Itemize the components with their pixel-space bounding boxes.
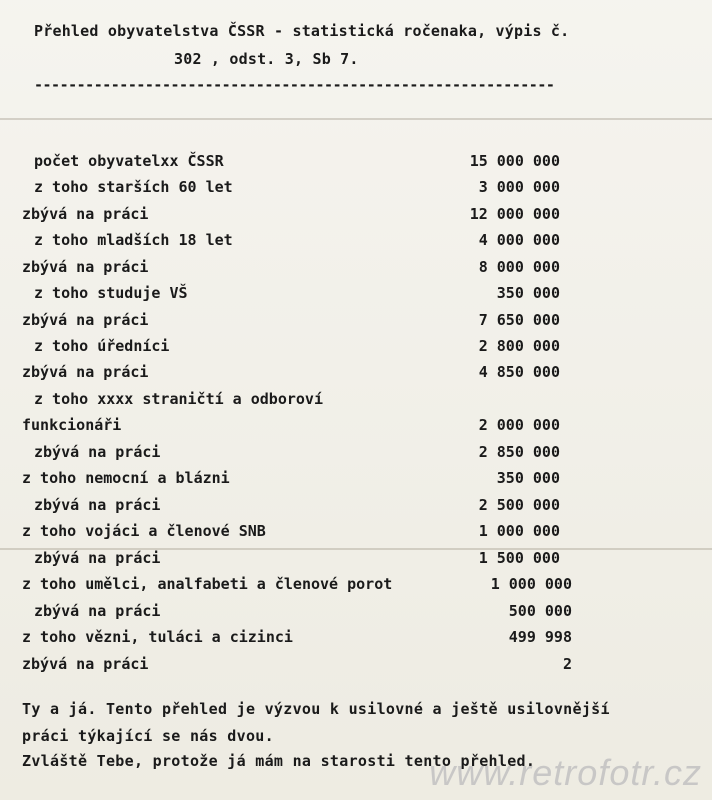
row-label: zbývá na práci [22,363,149,381]
table-row [0,337,712,359]
row-label: z toho mladších 18 let [34,231,233,249]
row-value: 4 850 000 [478,363,560,381]
row-value: 350 000 [496,284,560,302]
row-value: 2 800 000 [478,337,560,355]
table-row [0,522,712,544]
row-label: z toho studuje VŠ [34,284,188,302]
row-value: 2 000 000 [478,416,560,434]
table-row [0,231,712,253]
table-row [0,311,712,333]
row-label: z toho vězni, tuláci a cizinci [22,628,293,646]
table-row [0,628,712,650]
row-value: 1 500 000 [478,549,560,567]
watermark: www.retrofotr.cz [429,752,702,793]
table-row [0,549,712,571]
table-row [0,205,712,227]
row-value: 3 000 000 [478,178,560,196]
table-row [0,416,712,438]
table-row [0,363,712,385]
document-subtitle: 302 , odst. 3, Sb 7. [174,50,359,68]
row-label: zbývá na práci [34,496,161,514]
row-label: zbývá na práci [34,443,161,461]
row-label: zbývá na práci [22,205,149,223]
row-label: z toho umělci, analfabeti a členové porot [22,575,393,593]
footer-line-2: práci týkající se nás dvou. [22,727,274,745]
table-row [0,178,712,200]
row-label: z toho nemocní a blázni [22,469,230,487]
table-row [0,496,712,518]
row-label: zbývá na práci [22,655,149,673]
row-label: z toho starších 60 let [34,178,233,196]
table-row [0,390,712,412]
table-row [0,655,712,677]
row-value: 7 650 000 [478,311,560,329]
row-label: zbývá na práci [22,311,149,329]
row-value: 2 500 000 [478,496,560,514]
table-row [0,258,712,280]
paper-fold [0,118,712,120]
footer-line-3: Zvláště Tebe, protože já mám na starosti tento přehled. [22,752,536,770]
table-row [0,152,712,174]
row-label: zbývá na práci [22,258,149,276]
row-value: 1 000 000 [490,575,572,593]
row-value: 1 000 000 [478,522,560,540]
row-value: 2 850 000 [478,443,560,461]
row-value: 12 000 000 [469,205,560,223]
row-label: z toho xxxx straničtí a odboroví [34,390,323,408]
row-label: zbývá na práci [34,549,161,567]
table-row [0,443,712,465]
table-row [0,602,712,624]
table-row [0,575,712,597]
row-value: 499 998 [508,628,572,646]
row-value: 500 000 [508,602,572,620]
separator-line: ------------------------------------------------------------- [34,76,555,94]
row-label: z toho vojáci a členové SNB [22,522,266,540]
document-title: Přehled obyvatelstva ČSSR - statistická ročenaka, výpis č. [34,22,570,40]
row-value: 8 000 000 [478,258,560,276]
table-row [0,284,712,306]
table-row [0,469,712,491]
row-label: funkcionáři [22,416,122,434]
row-value: 15 000 000 [469,152,560,170]
row-label: zbývá na práci [34,602,161,620]
row-value: 350 000 [496,469,560,487]
row-label: počet obyvatelxx ČSSR [34,152,224,170]
footer-line-1: Ty a já. Tento přehled je výzvou k usilovné a ještě usilovnější [22,700,610,718]
row-label: z toho úředníci [34,337,170,355]
row-value: 4 000 000 [478,231,560,249]
row-value: 2 [562,655,572,673]
